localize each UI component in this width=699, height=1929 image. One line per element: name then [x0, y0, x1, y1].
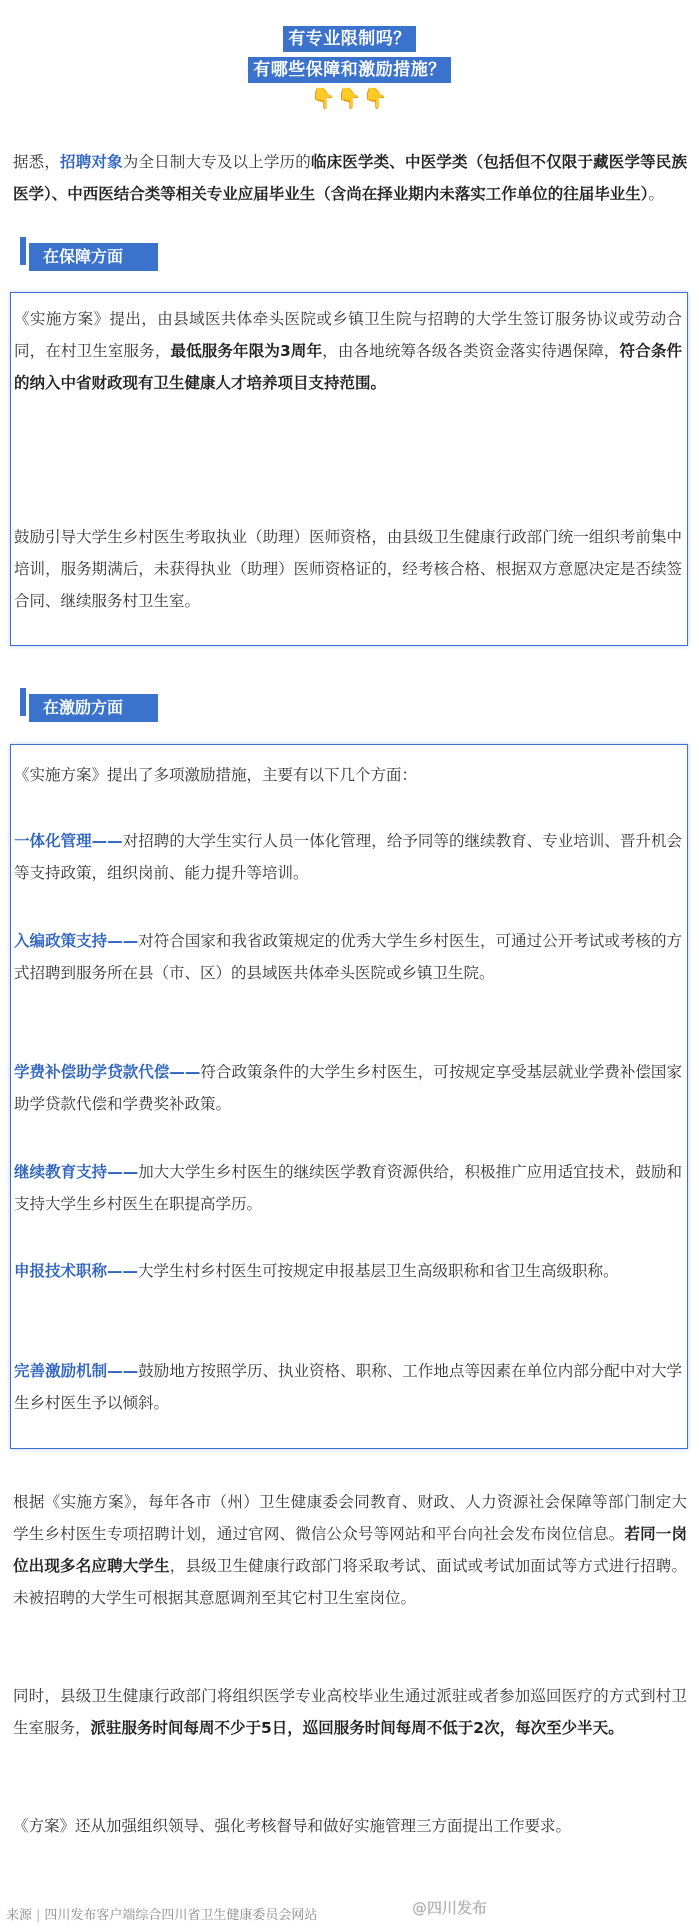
watermark: @四川发布 — [412, 1899, 488, 1917]
incentive-item: 完善激励机制——鼓励地方按照学历、执业资格、职称、工作地点等因素在单位内部分配中对大学生乡村医生予以倾斜。 — [14, 1362, 682, 1412]
source-text: 四川发布客户端综合四川省卫生健康委员会网站 — [44, 1908, 318, 1923]
section-heading-guarantee: 在保障方面 — [20, 237, 158, 271]
recruit-target-label: 招聘对象 — [60, 153, 123, 171]
header-highlight-2: 有哪些保障和激励措施？ — [248, 57, 451, 83]
intro-paragraph: 据悉，招聘对象为全日制大专及以上学历的临床医学类、中医学类（包括但不仅限于藏医学等民族医学）、中西医结合类等相关专业应届毕业生（含尚在择业期内未落实工作单位的往届毕业生）。 — [13, 153, 687, 203]
closing-paragraph: 《方案》还从加强组织领导、强化考核督导和做好实施管理三方面提出工作要求。 — [13, 1817, 572, 1835]
source-footer: 来源 | 四川发布客户端综合四川省卫生健康委员会网站 — [6, 1908, 318, 1923]
incentive-item: 学费补偿助学贷款代偿——符合政策条件的大学生乡村医生，可按规定享受基层就业学费补偿国家助学贷款代偿和学费奖补政策。 — [14, 1063, 682, 1113]
incentive-item: 入编政策支持——对符合国家和我省政策规定的优秀大学生乡村医生，可通过公开考试或考核的方式招聘到服务所在县（市、区）的县域医共体牵头医院或乡镇卫生院。 — [14, 932, 682, 982]
pointing-down-icon: 👇👇👇 — [310, 86, 389, 110]
recruit-paragraph: 根据《实施方案》，每年各市（州）卫生健康委会同教育、财政、人力资源社会保障等部门制定大学生乡村医生专项招聘计划，通过官网、微信公众号等网站和平台向社会发布岗位信息。若同一岗位出现多名应聘大学生，县级卫生健康行政部门将采取考试、面试或考试加面试等方式进行招聘。未被招聘的大学生可根据其意愿调剂至其它村卫生室岗位。 — [13, 1493, 687, 1607]
section-heading-incentive: 在激励方面 — [20, 688, 158, 722]
header-line-2 — [0, 57, 699, 83]
incentive-item: 继续教育支持——加大大学生乡村医生的继续医学教育资源供给，积极推广应用适宜技术，鼓励和支持大学生乡村医生在职提高学历。 — [14, 1163, 682, 1213]
source-label: 来源 — [6, 1908, 33, 1923]
incentive-intro: 《实施方案》提出了多项激励措施，主要有以下几个方面： — [14, 766, 418, 784]
incentive-item: 申报技术职称——大学生村乡村医生可按规定申报基层卫生高级职称和省卫生高级职称。 — [14, 1262, 619, 1280]
service-paragraph: 同时，县级卫生健康行政部门将组织医学专业高校毕业生通过派驻或者参加巡回医疗的方式到村卫生室服务，派驻服务时间每周不少于5日，巡回服务时间每周不低于2次，每次至少半天。 — [13, 1687, 687, 1737]
incentive-item: 一体化管理——对招聘的大学生实行人员一体化管理，给予同等的继续教育、专业培训、晋升机会等支持政策，组织岗前、能力提升等培训。 — [14, 832, 682, 882]
header-highlight-1: 有专业限制吗？ — [283, 26, 416, 52]
header-line-1 — [0, 26, 699, 52]
incentive-box — [10, 744, 688, 1449]
guarantee-paragraph-2: 鼓励引导大学生乡村医生考取执业（助理）医师资格，由县级卫生健康行政部门统一组织考前集中培训，服务期满后，未获得执业（助理）医师资格证的，经考核合格、根据双方意愿决定是否续签合同、继续服务村卫生室。 — [14, 528, 682, 610]
guarantee-paragraph-1: 《实施方案》提出，由县域医共体牵头医院或乡镇卫生院与招聘的大学生签订服务协议或劳动合同，在村卫生室服务，最低服务年限为3周年，由各地统筹各级各类资金落实待遇保障，符合条件的纳入中省财政现有卫生健康人才培养项目支持范围。 — [14, 310, 682, 392]
guarantee-box — [10, 292, 688, 646]
